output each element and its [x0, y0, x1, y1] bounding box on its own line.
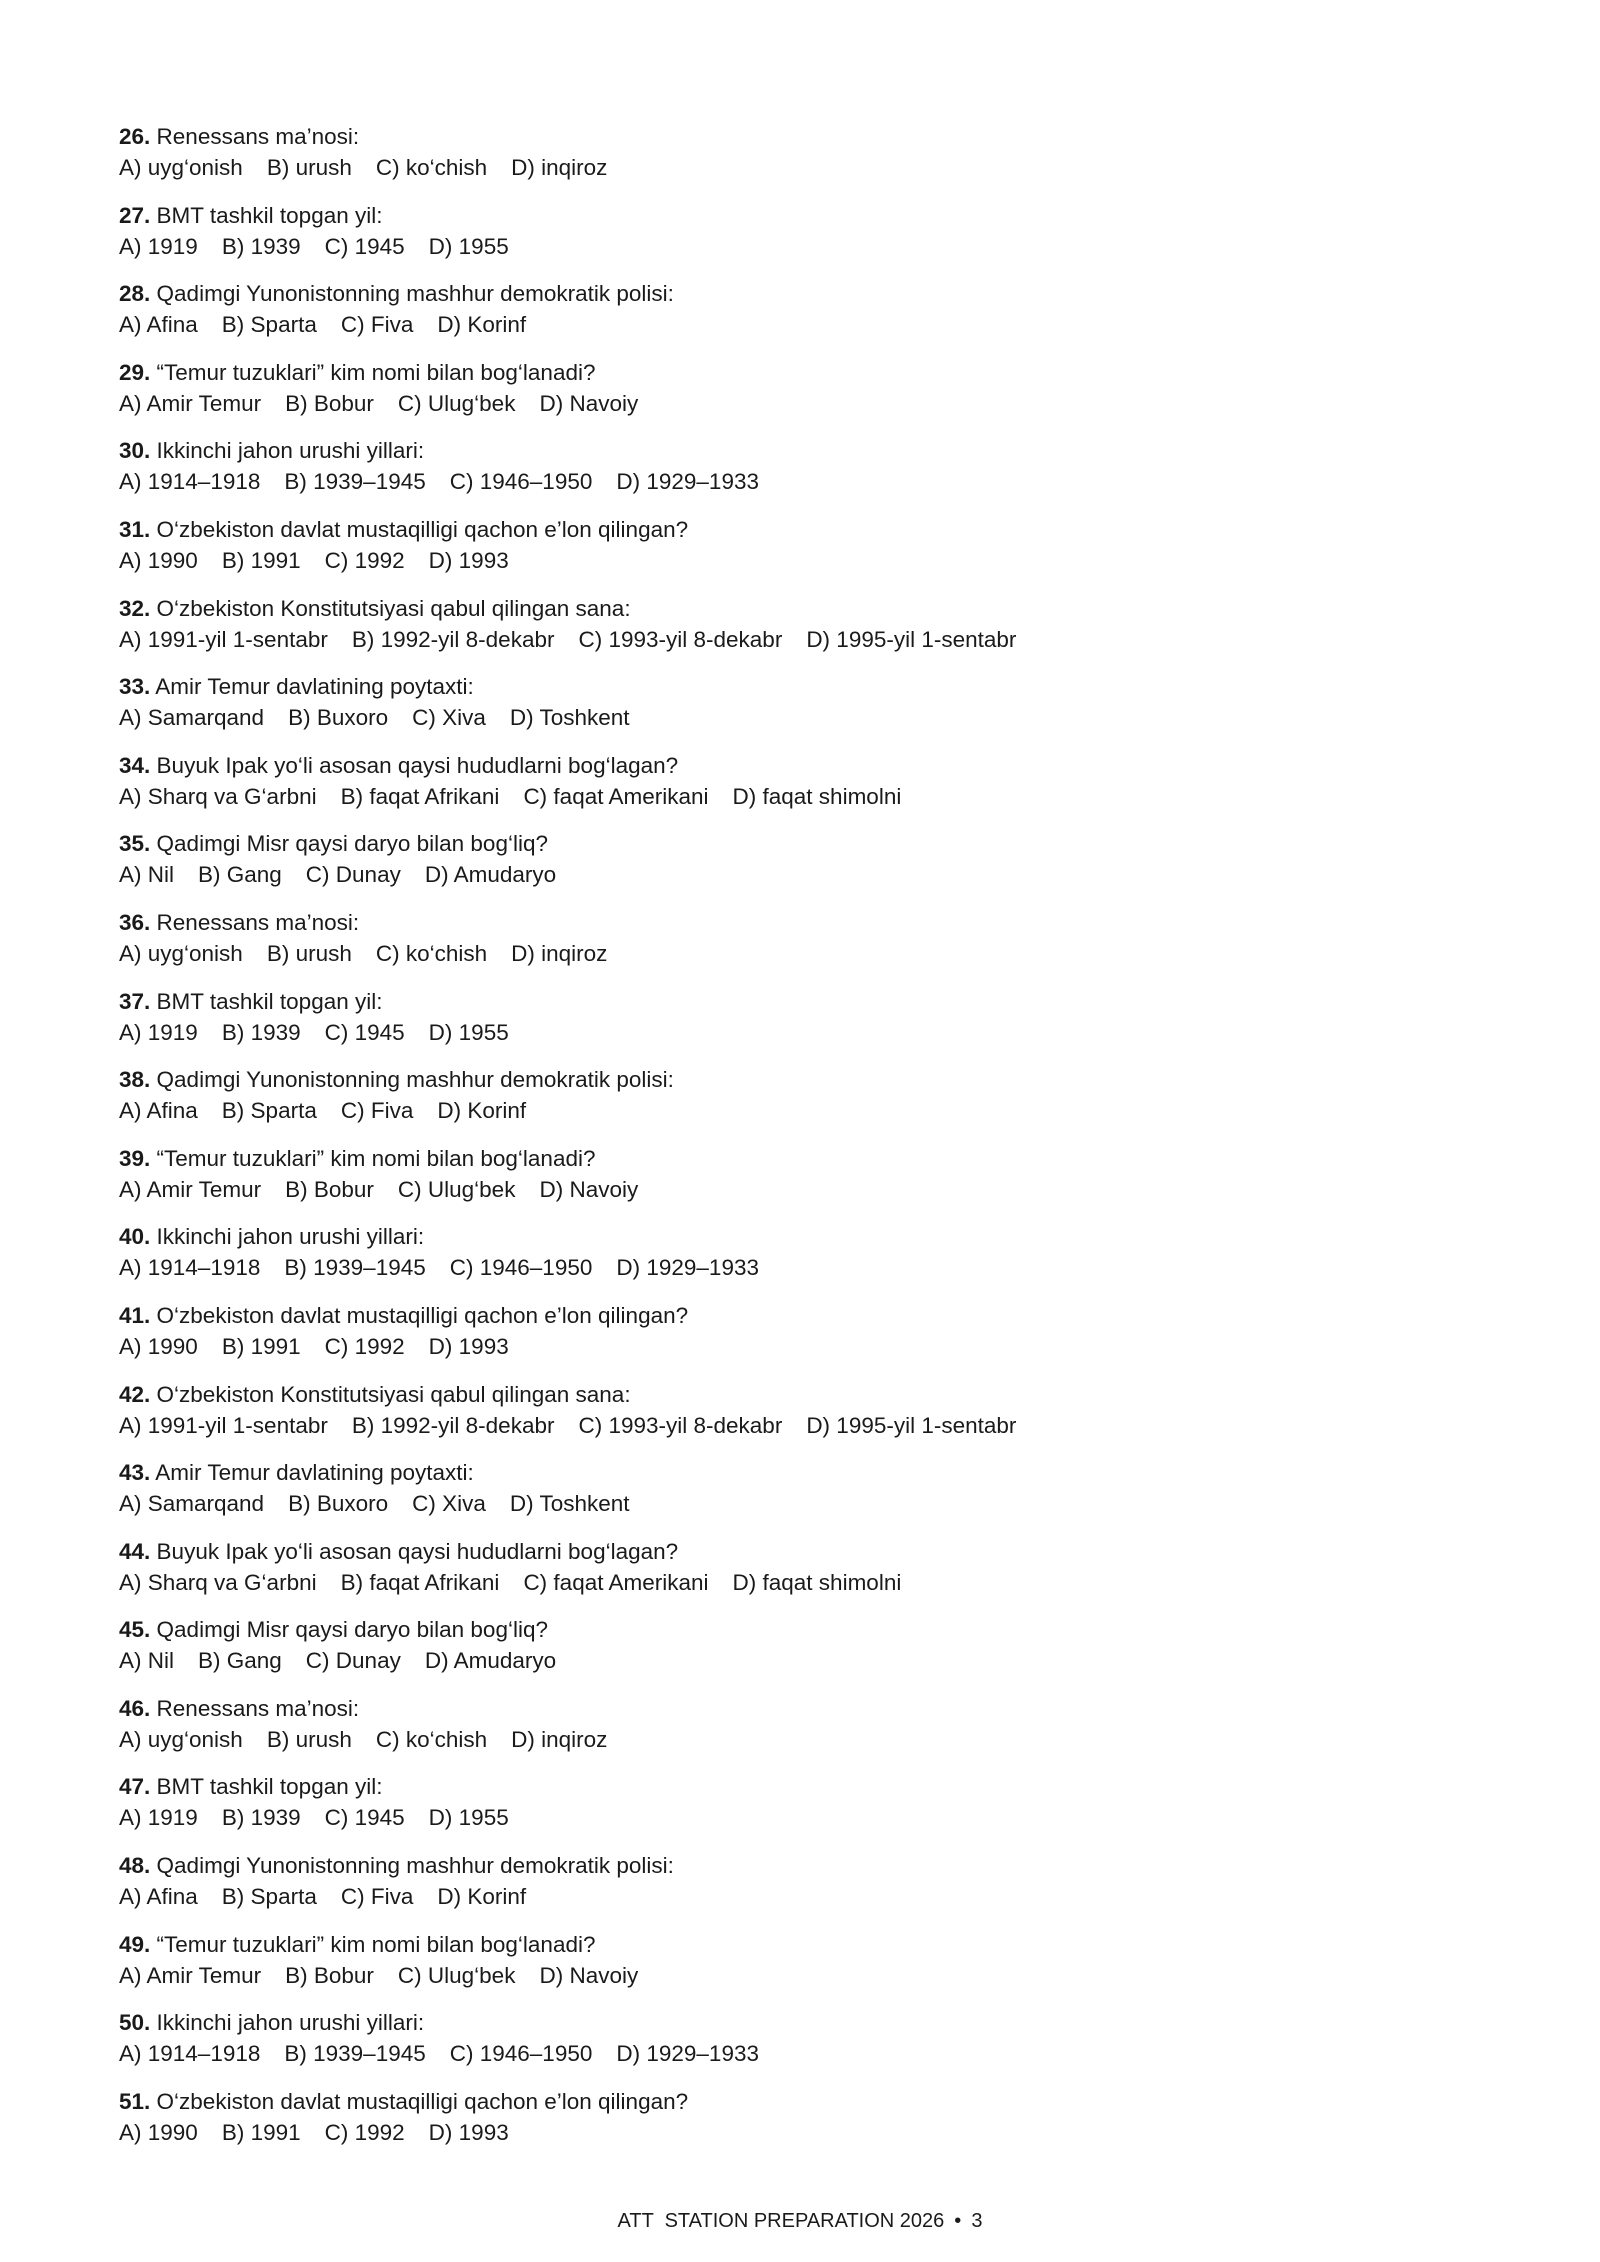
- answer-option: C) Dunay: [305, 1648, 401, 1674]
- question-number: 43.: [119, 1460, 151, 1486]
- question-item: [119, 2007, 1499, 2086]
- answer-option: D) 1995-yil 1-sentabr: [806, 1412, 1017, 1438]
- answer-option: B) 1991: [221, 547, 301, 573]
- answer-option: D) faqat shimolni: [732, 783, 902, 809]
- answer-option: B) faqat Afrikani: [340, 783, 500, 809]
- question-number: 32.: [119, 595, 151, 621]
- question-text: “Temur tuzuklari” kim nomi bilan bog‘lanadi?: [156, 359, 596, 385]
- question-number: 47.: [119, 1774, 151, 1800]
- answer-option: D) Toshkent: [509, 1491, 630, 1517]
- question-number: 38.: [119, 1067, 151, 1093]
- question-item: [119, 1221, 1499, 1300]
- answer-options: [119, 2038, 1499, 2069]
- answer-option: D) 1929–1933: [616, 469, 759, 495]
- answer-option: D) 1955: [428, 1019, 509, 1045]
- question-number: 50.: [119, 2010, 151, 2036]
- answer-option: B) 1939–1945: [284, 469, 426, 495]
- answer-option: A) 1919: [119, 1805, 198, 1831]
- answer-option: A) Samarqand: [119, 705, 265, 731]
- question-number: 26.: [119, 124, 151, 149]
- question-stem: [119, 435, 1499, 466]
- answer-option: A) 1991-yil 1-sentabr: [119, 1412, 328, 1438]
- answer-option: A) uyg‘onish: [119, 155, 243, 180]
- answer-option: C) Ulug‘bek: [397, 1962, 516, 1988]
- question-text: BMT tashkil topgan yil:: [156, 202, 383, 228]
- question-item: [119, 1457, 1499, 1536]
- question-text: O‘zbekiston Konstitutsiyasi qabul qilingan sana:: [156, 595, 631, 621]
- question-text: BMT tashkil topgan yil:: [156, 988, 383, 1014]
- question-number: 35.: [119, 831, 151, 857]
- answer-option: A) 1990: [119, 1333, 198, 1359]
- answer-options: [119, 1567, 1499, 1598]
- answer-option: C) faqat Amerikani: [523, 783, 709, 809]
- answer-option: B) Bobur: [285, 1176, 374, 1202]
- answer-options: [119, 2117, 1499, 2148]
- answer-option: D) inqiroz: [511, 1726, 608, 1752]
- question-item: [119, 1064, 1499, 1143]
- question-number: 34.: [119, 752, 151, 778]
- answer-option: C) ko‘chish: [375, 1726, 488, 1752]
- answer-options: [119, 545, 1499, 576]
- question-item: [119, 1379, 1499, 1458]
- answer-option: B) 1992-yil 8-dekabr: [351, 1412, 555, 1438]
- question-stem: [119, 2007, 1499, 2038]
- question-stem: [119, 1771, 1499, 1802]
- answer-option: A) Afina: [119, 312, 198, 338]
- question-text: Qadimgi Yunonistonning mashhur demokratik polisi:: [156, 1067, 674, 1093]
- question-stem: [119, 1614, 1499, 1645]
- answer-option: C) Fiva: [340, 1098, 414, 1124]
- answer-option: C) Dunay: [305, 862, 401, 888]
- question-number: 31.: [119, 516, 151, 542]
- question-stem: [119, 986, 1499, 1017]
- answer-options: [119, 466, 1499, 497]
- answer-option: C) 1993-yil 8-dekabr: [578, 626, 783, 652]
- question-number: 42.: [119, 1381, 151, 1407]
- question-stem: [119, 357, 1499, 388]
- answer-option: C) Xiva: [412, 705, 486, 731]
- question-number: 48.: [119, 1853, 151, 1879]
- answer-option: B) urush: [266, 940, 352, 966]
- question-stem: [119, 2086, 1499, 2117]
- question-text: Renessans ma’nosi:: [156, 124, 360, 149]
- question-stem: [119, 828, 1499, 859]
- answer-option: C) 1945: [324, 1019, 405, 1045]
- question-stem: [119, 514, 1499, 545]
- question-item: [119, 1850, 1499, 1929]
- answer-option: C) 1945: [324, 1805, 405, 1831]
- answer-options: [119, 1960, 1499, 1991]
- footer-separator: •: [954, 2210, 962, 2232]
- question-item: [119, 750, 1499, 829]
- answer-options: [119, 1724, 1499, 1755]
- answer-option: B) 1939: [221, 233, 301, 259]
- question-text: “Temur tuzuklari” kim nomi bilan bog‘lanadi?: [156, 1931, 596, 1957]
- answer-option: B) 1939: [221, 1805, 301, 1831]
- answer-option: B) Bobur: [285, 390, 374, 416]
- answer-option: B) faqat Afrikani: [340, 1569, 500, 1595]
- question-text: Buyuk Ipak yo‘li asosan qaysi hududlarni bog‘lagan?: [156, 752, 679, 778]
- answer-option: B) 1939–1945: [284, 2041, 426, 2067]
- answer-option: C) 1946–1950: [449, 469, 593, 495]
- answer-option: D) 1929–1933: [616, 2041, 759, 2067]
- question-item: [119, 907, 1499, 986]
- question-text: Ikkinchi jahon urushi yillari:: [156, 2010, 425, 2036]
- answer-options: [119, 1410, 1499, 1441]
- answer-option: B) Sparta: [221, 1884, 317, 1910]
- answer-option: D) 1955: [428, 233, 509, 259]
- answer-option: B) 1939–1945: [284, 1255, 426, 1281]
- answer-option: D) Korinf: [437, 1884, 527, 1910]
- answer-option: D) Toshkent: [509, 705, 630, 731]
- page-footer: [0, 2207, 1600, 2235]
- answer-options: [119, 388, 1499, 419]
- answer-option: C) 1993-yil 8-dekabr: [578, 1412, 783, 1438]
- answer-option: C) 1946–1950: [449, 2041, 593, 2067]
- answer-option: A) 1914–1918: [119, 469, 261, 495]
- question-item: [119, 278, 1499, 357]
- answer-option: A) Nil: [119, 862, 174, 888]
- footer-title: ATT STATION PREPARATION 2026: [617, 2210, 945, 2232]
- answer-option: A) Nil: [119, 1648, 174, 1674]
- question-text: O‘zbekiston davlat mustaqilligi qachon e’lon qilingan?: [156, 2088, 689, 2114]
- question-text: Qadimgi Misr qaysi daryo bilan bog‘liq?: [156, 1617, 548, 1643]
- question-stem: [119, 1929, 1499, 1960]
- answer-option: A) uyg‘onish: [119, 1726, 243, 1752]
- question-text: Amir Temur davlatining poytaxti:: [155, 674, 474, 700]
- question-stem: [119, 1300, 1499, 1331]
- answer-options: [119, 781, 1499, 812]
- answer-option: C) Fiva: [340, 1884, 414, 1910]
- answer-option: A) Amir Temur: [119, 1176, 262, 1202]
- answer-option: C) ko‘chish: [375, 155, 488, 180]
- answer-option: A) 1914–1918: [119, 1255, 261, 1281]
- question-stem: [119, 1379, 1499, 1410]
- question-number: 39.: [119, 1145, 151, 1171]
- question-stem: [119, 200, 1499, 231]
- question-item: [119, 593, 1499, 672]
- answer-option: B) 1991: [221, 2119, 301, 2145]
- question-stem: [119, 1064, 1499, 1095]
- answer-option: B) Gang: [198, 862, 282, 888]
- answer-option: D) 1993: [428, 547, 509, 573]
- answer-option: D) 1993: [428, 1333, 509, 1359]
- question-number: 49.: [119, 1931, 151, 1957]
- answer-option: D) Navoiy: [539, 390, 639, 416]
- answer-options: [119, 938, 1499, 969]
- question-item: [119, 121, 1499, 200]
- question-number: 36.: [119, 909, 151, 935]
- question-text: O‘zbekiston davlat mustaqilligi qachon e’lon qilingan?: [156, 516, 689, 542]
- question-text: Renessans ma’nosi:: [156, 1695, 360, 1721]
- answer-option: D) Korinf: [437, 312, 527, 338]
- question-number: 41.: [119, 1302, 151, 1328]
- answer-option: B) 1991: [221, 1333, 301, 1359]
- answer-option: B) Sparta: [221, 1098, 317, 1124]
- question-number: 28.: [119, 281, 151, 307]
- answer-option: B) Bobur: [285, 1962, 374, 1988]
- answer-option: C) Ulug‘bek: [397, 390, 516, 416]
- answer-option: C) 1945: [324, 233, 405, 259]
- answer-option: A) uyg‘onish: [119, 940, 243, 966]
- answer-option: C) Xiva: [412, 1491, 486, 1517]
- question-stem: [119, 278, 1499, 309]
- question-item: [119, 1614, 1499, 1693]
- page-number: 3: [971, 2210, 983, 2232]
- question-number: 51.: [119, 2088, 151, 2114]
- answer-options: [119, 702, 1499, 733]
- question-stem: [119, 1693, 1499, 1724]
- answer-options: [119, 624, 1499, 655]
- answer-options: [119, 1331, 1499, 1362]
- answer-options: [119, 1881, 1499, 1912]
- question-text: Buyuk Ipak yo‘li asosan qaysi hududlarni bog‘lagan?: [156, 1538, 679, 1564]
- answer-option: B) Buxoro: [288, 1491, 389, 1517]
- question-item: [119, 2086, 1499, 2165]
- question-stem: [119, 1143, 1499, 1174]
- question-item: [119, 1300, 1499, 1379]
- answer-options: [119, 1645, 1499, 1676]
- question-item: [119, 1771, 1499, 1850]
- question-stem: [119, 1536, 1499, 1567]
- answer-options: [119, 1252, 1499, 1283]
- answer-option: C) faqat Amerikani: [523, 1569, 709, 1595]
- question-number: 29.: [119, 359, 151, 385]
- question-item: [119, 435, 1499, 514]
- answer-option: B) urush: [266, 155, 352, 180]
- answer-option: D) Korinf: [437, 1098, 527, 1124]
- answer-option: B) Gang: [198, 1648, 282, 1674]
- question-stem: [119, 1850, 1499, 1881]
- question-number: 33.: [119, 674, 151, 700]
- answer-option: C) 1946–1950: [449, 1255, 593, 1281]
- answer-options: [119, 1174, 1499, 1205]
- question-item: [119, 357, 1499, 436]
- question-item: [119, 1143, 1499, 1222]
- question-text: “Temur tuzuklari” kim nomi bilan bog‘lanadi?: [156, 1145, 596, 1171]
- question-stem: [119, 671, 1499, 702]
- question-text: Qadimgi Misr qaysi daryo bilan bog‘liq?: [156, 831, 548, 857]
- answer-options: [119, 152, 1499, 183]
- question-number: 37.: [119, 988, 151, 1014]
- answer-option: D) Navoiy: [539, 1962, 639, 1988]
- answer-option: B) urush: [266, 1726, 352, 1752]
- question-list: [119, 121, 1499, 2164]
- question-item: [119, 986, 1499, 1065]
- question-text: Renessans ma’nosi:: [156, 909, 360, 935]
- answer-option: A) 1991-yil 1-sentabr: [119, 626, 328, 652]
- answer-option: A) Samarqand: [119, 1491, 265, 1517]
- answer-option: A) Amir Temur: [119, 1962, 262, 1988]
- question-item: [119, 1693, 1499, 1772]
- question-text: Ikkinchi jahon urushi yillari:: [156, 1224, 425, 1250]
- question-number: 45.: [119, 1617, 151, 1643]
- answer-option: B) Buxoro: [288, 705, 389, 731]
- answer-option: A) Sharq va G‘arbni: [119, 1569, 317, 1595]
- question-item: [119, 514, 1499, 593]
- question-stem: [119, 593, 1499, 624]
- answer-options: [119, 1017, 1499, 1048]
- answer-option: C) 1992: [324, 547, 405, 573]
- question-stem: [119, 1221, 1499, 1252]
- answer-option: C) Fiva: [340, 312, 414, 338]
- answer-options: [119, 309, 1499, 340]
- answer-option: C) 1992: [324, 2119, 405, 2145]
- question-stem: [119, 121, 1499, 152]
- question-number: 46.: [119, 1695, 151, 1721]
- answer-option: A) 1990: [119, 547, 198, 573]
- question-item: [119, 1536, 1499, 1615]
- answer-option: D) inqiroz: [511, 155, 608, 180]
- answer-options: [119, 231, 1499, 262]
- question-text: Amir Temur davlatining poytaxti:: [155, 1460, 474, 1486]
- question-text: O‘zbekiston davlat mustaqilligi qachon e’lon qilingan?: [156, 1302, 689, 1328]
- answer-option: C) 1992: [324, 1333, 405, 1359]
- question-text: Qadimgi Yunonistonning mashhur demokratik polisi:: [156, 281, 674, 307]
- answer-option: D) Amudaryo: [424, 862, 557, 888]
- answer-options: [119, 1802, 1499, 1833]
- answer-option: D) 1995-yil 1-sentabr: [806, 626, 1017, 652]
- answer-option: A) 1914–1918: [119, 2041, 261, 2067]
- answer-option: B) 1939: [221, 1019, 301, 1045]
- answer-option: D) 1993: [428, 2119, 509, 2145]
- answer-options: [119, 1488, 1499, 1519]
- answer-option: A) Afina: [119, 1884, 198, 1910]
- answer-option: A) 1919: [119, 1019, 198, 1045]
- answer-option: A) 1919: [119, 233, 198, 259]
- answer-option: C) ko‘chish: [375, 940, 488, 966]
- question-number: 27.: [119, 202, 151, 228]
- answer-option: A) Amir Temur: [119, 390, 262, 416]
- answer-option: D) Amudaryo: [424, 1648, 557, 1674]
- answer-option: D) 1929–1933: [616, 1255, 759, 1281]
- question-number: 30.: [119, 438, 151, 464]
- answer-options: [119, 1095, 1499, 1126]
- question-item: [119, 671, 1499, 750]
- question-stem: [119, 907, 1499, 938]
- question-item: [119, 828, 1499, 907]
- question-text: Qadimgi Yunonistonning mashhur demokratik polisi:: [156, 1853, 674, 1879]
- question-stem: [119, 750, 1499, 781]
- answer-option: C) Ulug‘bek: [397, 1176, 516, 1202]
- answer-option: B) Sparta: [221, 312, 317, 338]
- question-item: [119, 1929, 1499, 2008]
- answer-option: B) 1992-yil 8-dekabr: [351, 626, 555, 652]
- answer-option: A) 1990: [119, 2119, 198, 2145]
- answer-option: D) faqat shimolni: [732, 1569, 902, 1595]
- question-text: Ikkinchi jahon urushi yillari:: [156, 438, 425, 464]
- answer-option: D) inqiroz: [511, 940, 608, 966]
- question-stem: [119, 1457, 1499, 1488]
- answer-options: [119, 859, 1499, 890]
- question-number: 40.: [119, 1224, 151, 1250]
- question-text: BMT tashkil topgan yil:: [156, 1774, 383, 1800]
- question-text: O‘zbekiston Konstitutsiyasi qabul qilingan sana:: [156, 1381, 631, 1407]
- question-number: 44.: [119, 1538, 151, 1564]
- question-item: [119, 200, 1499, 279]
- answer-option: D) Navoiy: [539, 1176, 639, 1202]
- answer-option: D) 1955: [428, 1805, 509, 1831]
- answer-option: A) Sharq va G‘arbni: [119, 783, 317, 809]
- answer-option: A) Afina: [119, 1098, 198, 1124]
